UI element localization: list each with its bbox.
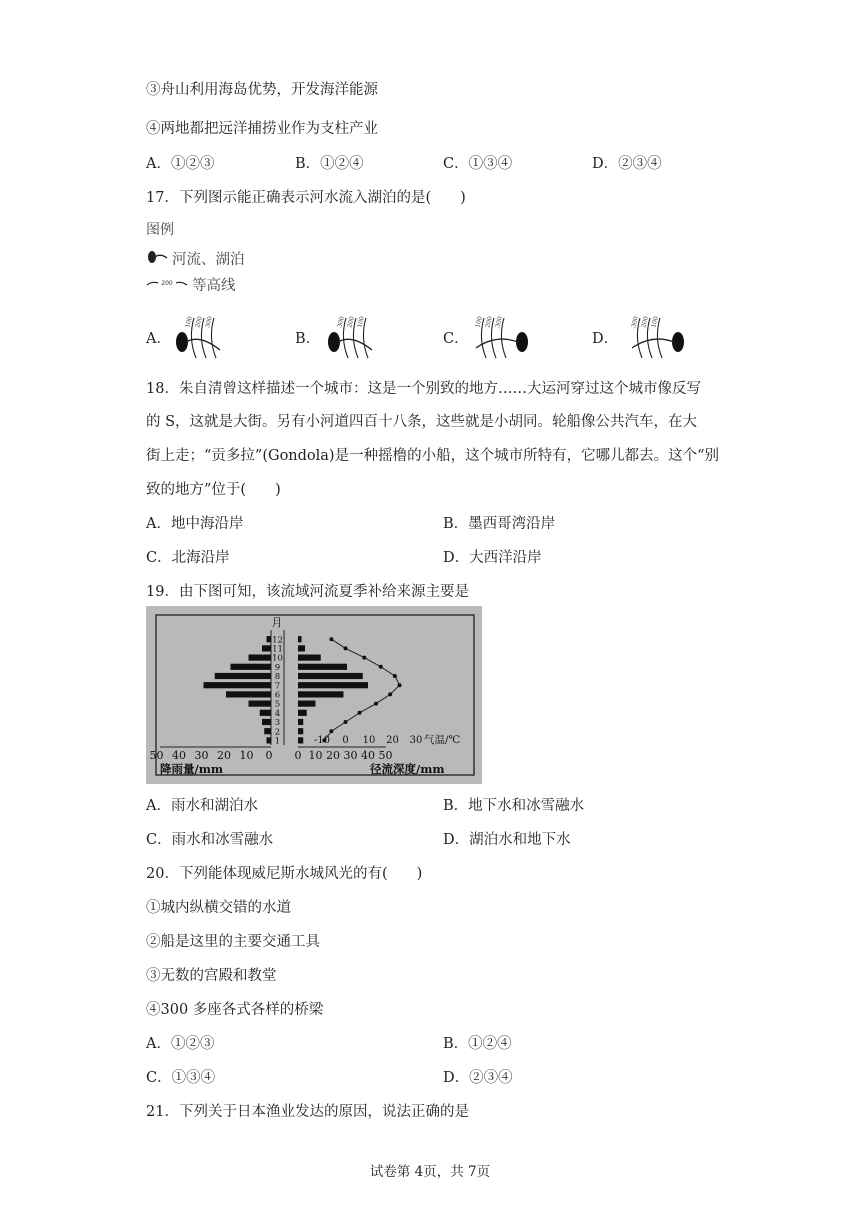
q16-option-d[interactable]: D．②③④ [592, 156, 662, 172]
q21-stem: 21．下列关于日本渔业发达的原因，说法正确的是 [146, 1104, 469, 1120]
month-tick-label: 10 [272, 653, 283, 664]
runoff-tick-label: 0 [294, 749, 302, 762]
runoff-tick-label: 50 [378, 749, 393, 762]
legend-contour [146, 273, 286, 293]
q16-option-a[interactable]: A．①②③ [146, 156, 215, 172]
legend-contour-label: 等高线 [192, 278, 236, 294]
q18-option-c[interactable]: C．北海沿岸 [146, 550, 230, 566]
month-tick-label: 7 [274, 681, 281, 692]
precip-axis-label: 降雨量/mm [160, 762, 224, 776]
temperature-point [393, 674, 397, 678]
runoff-tick-label: 20 [326, 749, 340, 762]
precip-bar [226, 691, 271, 697]
q18-line-4: 致的地方”位于( ) [146, 482, 281, 498]
climate-runoff-chart [146, 606, 482, 784]
month-tick-label: 8 [274, 672, 281, 683]
svg-text:100: 100 [650, 315, 660, 329]
svg-text:100: 100 [474, 315, 484, 329]
q17-option-d[interactable]: D． [592, 331, 619, 347]
svg-text:200: 200 [346, 315, 356, 329]
q16-option-b[interactable]: B．①②④ [295, 156, 364, 172]
svg-text:200: 200 [484, 315, 494, 329]
runoff-axis-label: 径流深度/mm [370, 762, 445, 776]
q20-option-d[interactable]: D．②③④ [443, 1070, 513, 1086]
contour-figure-a [170, 312, 236, 360]
runoff-bar [298, 691, 344, 697]
svg-text:100: 100 [184, 315, 194, 329]
q19-option-a[interactable]: A．雨水和湖泊水 [146, 798, 258, 814]
statement-4: ④两地都把远洋捕捞业作为支柱产业 [146, 121, 378, 137]
river-lake-icon [146, 249, 168, 265]
temp-axis-label: 气温/℃ [424, 734, 461, 746]
runoff-tick-label: 40 [361, 749, 375, 762]
q17-stem: 17．下列图示能正确表示河水流入湖泊的是( ) [146, 190, 466, 206]
precip-tick-label: 40 [172, 749, 186, 762]
temperature-point [379, 665, 383, 669]
runoff-bar [298, 664, 347, 670]
month-tick-label: 4 [274, 708, 281, 719]
temp-tick-label: 0 [342, 735, 349, 746]
month-tick-label: 2 [274, 727, 281, 738]
statement-3: ③舟山利用海岛优势，开发海洋能源 [146, 82, 378, 98]
temp-tick-label: 30 [409, 735, 423, 746]
q18-line-2: 的 S，这就是大街。另有小河道四百十八条，这些就是小胡同。轮船像公共汽车，在大 [146, 414, 698, 430]
svg-text:200: 200 [640, 315, 650, 329]
q18-option-b[interactable]: B．墨西哥湾沿岸 [443, 516, 556, 532]
temp-tick-label: 10 [362, 735, 376, 746]
precip-bar [267, 737, 272, 743]
q17-option-a[interactable]: A． [146, 331, 171, 347]
svg-text:200: 200 [194, 315, 204, 329]
runoff-bar [298, 682, 368, 688]
q20-option-c[interactable]: C．①③④ [146, 1070, 216, 1086]
q20-option-a[interactable]: A．①②③ [146, 1036, 215, 1052]
runoff-bar [298, 701, 316, 707]
month-tick-label: 11 [272, 644, 283, 655]
chart-canvas [146, 606, 482, 784]
runoff-bar [298, 673, 363, 679]
runoff-tick-label: 30 [343, 749, 358, 762]
runoff-bar [298, 719, 303, 725]
runoff-bar [298, 655, 321, 661]
svg-text:300: 300 [204, 315, 214, 329]
precip-bar [260, 710, 271, 716]
precip-bar [262, 719, 271, 725]
temperature-curve [324, 639, 399, 740]
month-tick-label: 12 [272, 635, 283, 646]
legend-contour-number: 200 [161, 280, 173, 287]
q18-line-1: 18．朱自清曾这样描述一个城市：这是一个别致的地方……大运河穿过这个城市像反写 [146, 381, 701, 397]
precip-tick-label: 0 [265, 749, 273, 762]
precip-tick-label: 20 [217, 749, 231, 762]
runoff-tick-label: 10 [308, 749, 323, 762]
svg-text:300: 300 [630, 315, 640, 329]
runoff-bar [298, 645, 305, 651]
q20-statement-2: ②船是这里的主要交通工具 [146, 934, 320, 950]
precip-bar [267, 636, 272, 642]
q20-statement-4: ④300 多座各式各样的桥梁 [146, 1002, 324, 1018]
temp-tick-label: -10 [313, 735, 331, 746]
contour-line-icon [146, 275, 188, 291]
q18-option-d[interactable]: D．大西洋沿岸 [443, 550, 542, 566]
precip-tick-label: 30 [194, 749, 209, 762]
svg-text:300: 300 [336, 315, 346, 329]
q20-statement-1: ①城内纵横交错的水道 [146, 900, 291, 916]
temperature-point [398, 683, 402, 687]
precip-bar [204, 682, 272, 688]
page-footer: 试卷第 4页，共 7页 [369, 1164, 491, 1180]
temperature-point [329, 729, 333, 733]
temperature-point [329, 637, 333, 641]
q20-stem: 20．下列能体现威尼斯水城风光的有( ) [146, 866, 423, 882]
svg-text:300: 300 [494, 315, 504, 329]
month-tick-label: 6 [274, 690, 281, 701]
runoff-bar [298, 710, 307, 716]
precip-tick-label: 10 [239, 749, 254, 762]
q19-option-d[interactable]: D．湖泊水和地下水 [443, 832, 571, 848]
q18-line-3: 街上走；“贡多拉”(Gondola)是一种摇橹的小船，这个城市所特有，它哪儿都去。这个“别 [146, 448, 719, 464]
q19-option-b[interactable]: B．地下水和冰雪融水 [443, 798, 585, 814]
temperature-point [388, 692, 392, 696]
runoff-bar [298, 728, 303, 734]
q18-option-a[interactable]: A．地中海沿岸 [146, 516, 244, 532]
q20-statement-3: ③无数的宫殿和教堂 [146, 968, 277, 984]
precip-bar [262, 645, 271, 651]
month-tick-label: 5 [274, 699, 281, 710]
q20-option-b[interactable]: B．①②④ [443, 1036, 512, 1052]
temperature-point [344, 720, 348, 724]
runoff-bar [298, 636, 302, 642]
q17-option-c[interactable]: C． [443, 331, 469, 347]
temperature-point [362, 656, 366, 660]
q16-option-c[interactable]: C．①③④ [443, 156, 513, 172]
temperature-point [344, 646, 348, 650]
precip-bar [231, 664, 272, 670]
contour-figure-b [322, 312, 388, 360]
precip-bar [264, 728, 271, 734]
legend-river-label: 河流、湖泊 [172, 252, 245, 268]
legend-river [146, 247, 286, 267]
legend-title: 图例 [146, 222, 174, 238]
precip-bar [249, 655, 272, 661]
precip-bar [249, 701, 272, 707]
month-tick-label: 9 [274, 662, 281, 673]
temperature-point [374, 702, 378, 706]
runoff-bar [298, 737, 303, 743]
q19-option-c[interactable]: C．雨水和冰雪融水 [146, 832, 274, 848]
temperature-point [358, 711, 362, 715]
svg-text:100: 100 [356, 315, 366, 329]
contour-figure-c [470, 312, 536, 360]
month-tick-label: 3 [274, 718, 281, 729]
precip-tick-label: 50 [149, 749, 164, 762]
q19-stem: 19．由下图可知，该流域河流夏季补给来源主要是 [146, 584, 469, 600]
month-axis-label: 月 [271, 616, 283, 629]
q17-option-b[interactable]: B． [295, 331, 321, 347]
month-tick-label: 1 [274, 736, 281, 747]
precip-bar [215, 673, 271, 679]
temp-tick-label: 20 [386, 735, 399, 746]
contour-figure-d [626, 312, 692, 360]
